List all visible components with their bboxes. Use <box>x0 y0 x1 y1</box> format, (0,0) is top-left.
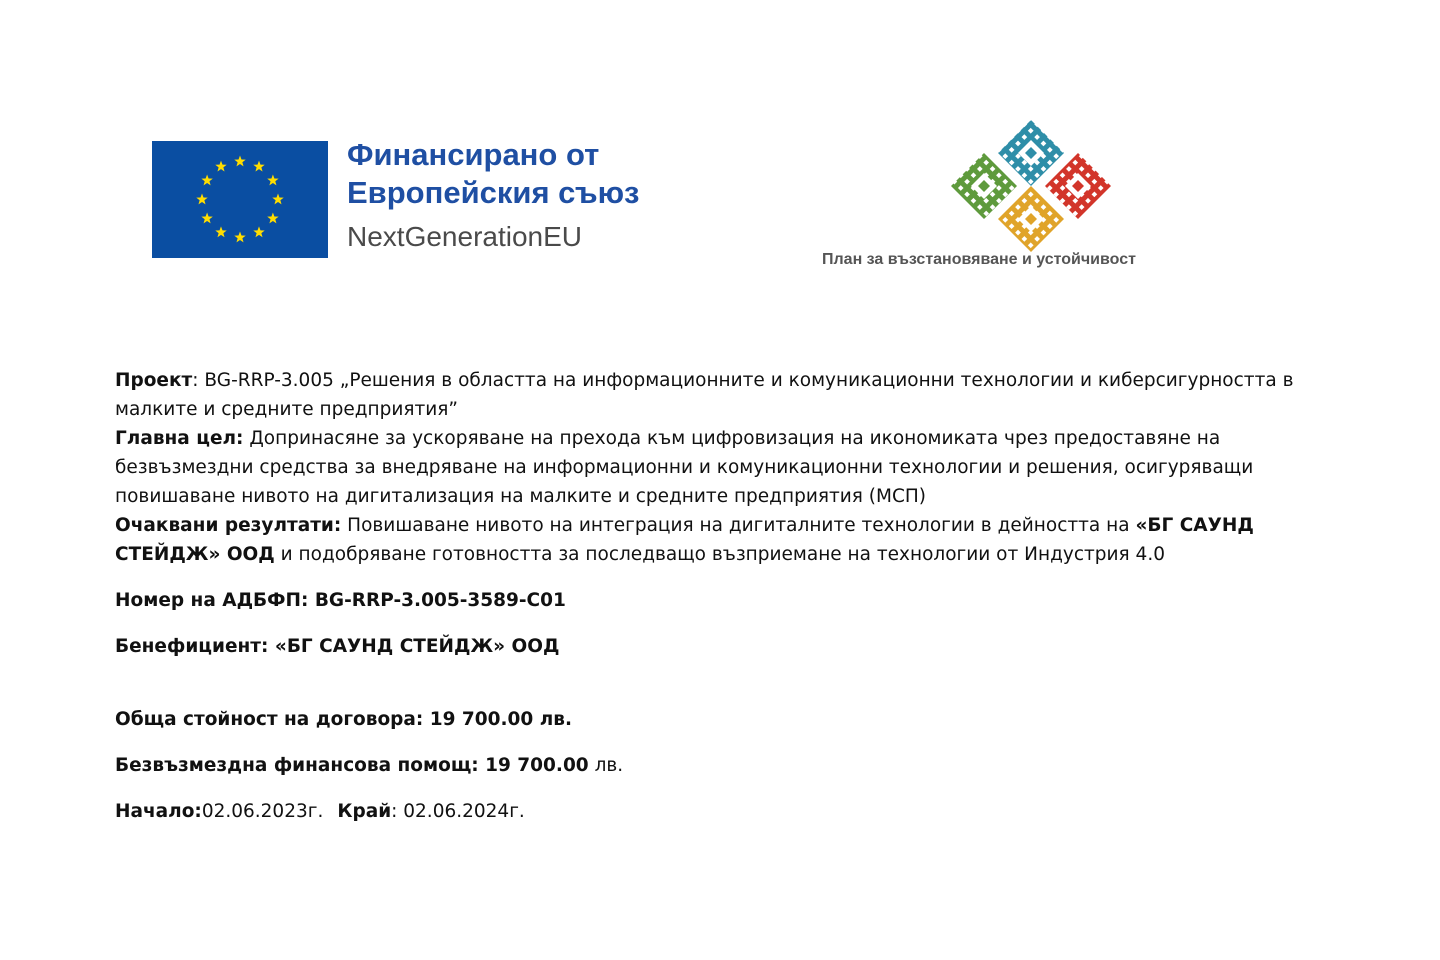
goal-paragraph <box>115 424 1330 511</box>
period-line <box>115 797 1330 826</box>
end-date: : 02.06.2024г. <box>391 801 525 822</box>
grant-label: Безвъзмездна финансова помощ: 19 700.00 <box>115 755 589 776</box>
total-value-label: Обща стойност на договора: <box>115 709 424 730</box>
goal-label: Главна цел: <box>115 428 244 449</box>
eu-flag-icon <box>152 141 328 258</box>
project-separator: : <box>192 370 199 391</box>
beneficiary-line <box>115 632 1330 661</box>
results-text-after: и подобряване готовността за последващо възприемане на технологии от Индустрия 4.0 <box>274 544 1165 565</box>
project-info <box>115 366 1330 826</box>
recovery-plan-logo-icon <box>948 118 1114 253</box>
project-paragraph <box>115 366 1330 424</box>
results-paragraph <box>115 511 1330 569</box>
beneficiary-value: «БГ САУНД СТЕЙДЖ» ООД <box>268 636 560 657</box>
results-company: «БГ САУНД СТЕЙДЖ» ООД <box>115 515 1254 565</box>
contract-number-label: Номер на АДБФП: <box>115 590 309 611</box>
eu-funding-logo-text <box>347 136 747 254</box>
total-value-amount: 19 700.00 лв. <box>423 709 573 730</box>
start-date: 02.06.2023г. <box>201 801 324 822</box>
start-label: Начало: <box>115 801 202 822</box>
next-generation-eu-label: NextGenerationEU <box>347 221 583 252</box>
contract-number-value: BG-RRP-3.005-3589-C01 <box>308 590 566 611</box>
project-label: Проект <box>115 370 193 391</box>
recovery-plan-caption: План за възстановяване и устойчивост <box>822 251 1136 268</box>
grant-line <box>115 751 1330 780</box>
results-text-before: Повишаване нивото на интеграция на дигиталните технологии в дейността на <box>341 515 1136 536</box>
end-label: Край <box>337 801 392 822</box>
goal-text: Допринасяне за ускоряване на прехода към цифровизация на икономиката чрез предоставяне на безвъзмездни средства за внедряване на информационни и комуникационни технологии и решения, осигуряващи повишаване нивото на дигитализация на малките и средните предприятия (МСП) <box>115 428 1254 507</box>
total-value-line <box>115 705 1330 734</box>
project-title: BG-RRP-3.005 „Решения в областта на информационните и комуникационни технологии и киберсигурността в малките и средните предприятия” <box>115 370 1294 420</box>
eu-funded-line-1: Финансирано от <box>347 137 600 172</box>
eu-funded-line-2: Европейския съюз <box>347 175 640 210</box>
grant-unit: лв. <box>588 755 624 776</box>
contract-number-line <box>115 586 1330 615</box>
beneficiary-label: Бенефициент: <box>115 636 269 657</box>
results-label: Очаквани резултати: <box>115 515 342 536</box>
